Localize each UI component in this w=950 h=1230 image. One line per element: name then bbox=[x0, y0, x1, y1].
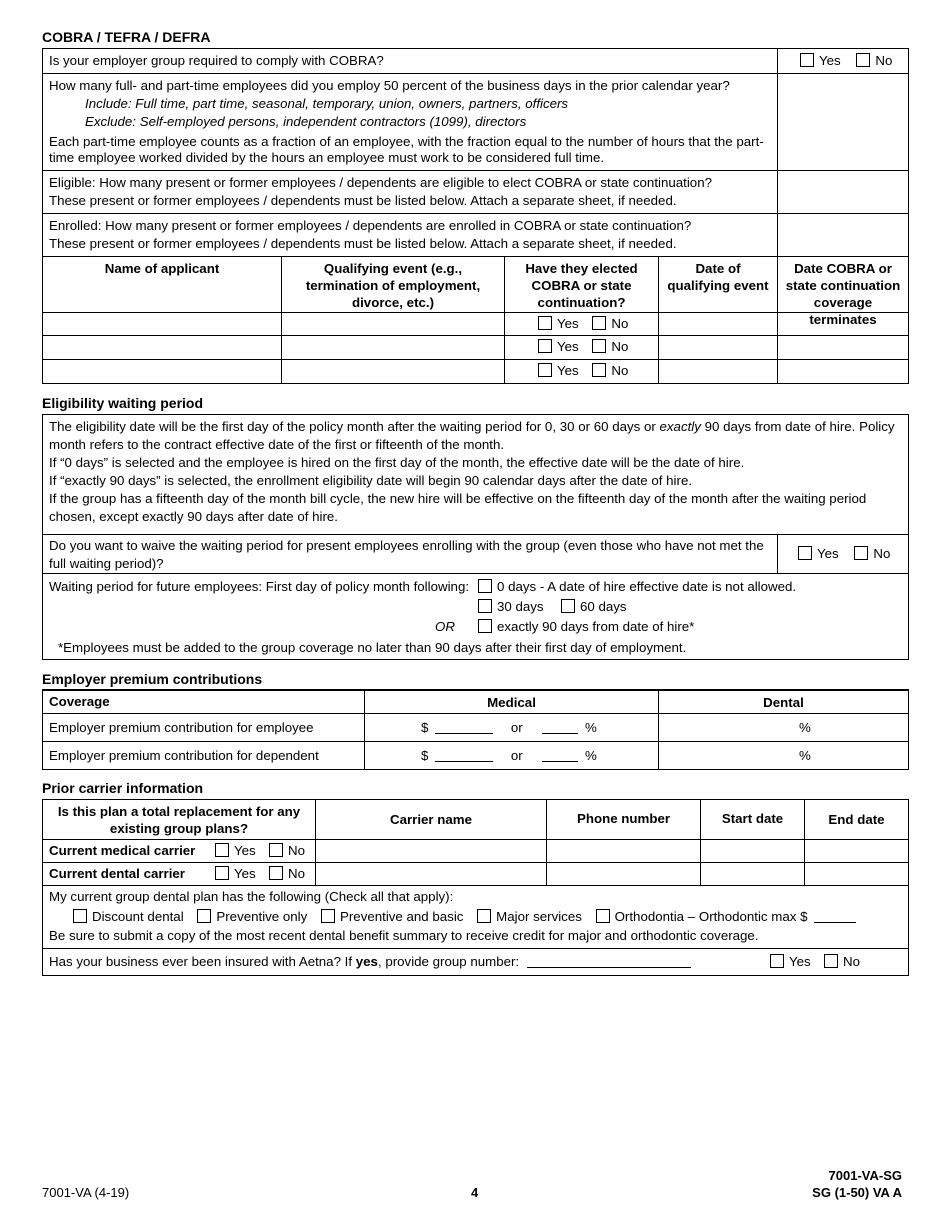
dental-option-basic[interactable]: Preventive and basic bbox=[321, 909, 463, 924]
page-number: 4 bbox=[471, 1185, 479, 1200]
checkbox-icon[interactable] bbox=[856, 53, 870, 67]
checkbox-icon[interactable] bbox=[215, 866, 229, 880]
cobra-exclude-text: Exclude: Self-employed persons, independent contractors (1099), directors bbox=[85, 114, 527, 129]
checkbox-icon[interactable] bbox=[215, 843, 229, 857]
checkbox-icon[interactable] bbox=[798, 546, 812, 560]
medical-carrier-row bbox=[43, 840, 908, 863]
cobra-section-title: COBRA / TEFRA / DEFRA bbox=[42, 29, 211, 45]
premium-employee-label: Employer premium contribution for employee bbox=[49, 720, 314, 735]
applicant-date-term-cell[interactable] bbox=[777, 313, 908, 335]
dental-replace-no[interactable]: No bbox=[269, 866, 305, 881]
medical-start-date-input[interactable] bbox=[700, 840, 804, 862]
cobra-eligible-question: Eligible: How many present or former employees / dependents are eligible to elect COBRA or state continuation? bbox=[49, 175, 712, 190]
checkbox-icon[interactable] bbox=[770, 954, 784, 968]
checkbox-icon[interactable] bbox=[269, 866, 283, 880]
dental-start-date-input[interactable] bbox=[700, 863, 804, 885]
header-coverage: Coverage bbox=[49, 694, 110, 709]
cobra-listed-note: These present or former employees / dependents must be listed below. Attach a separate sheet, if needed. bbox=[49, 236, 677, 251]
header-name-of-applicant: Name of applicant bbox=[104, 261, 220, 276]
checkbox-icon[interactable] bbox=[321, 909, 335, 923]
header-end-date: End date bbox=[804, 800, 908, 839]
cobra-part-time-note: Each part-time employee counts as a fraction of an employee, with the fraction equal to the number of hours that the part-time employee worked divided by the hours an employee must work to be considered full time. bbox=[49, 134, 764, 165]
dental-carrier-row bbox=[43, 863, 908, 886]
medical-dependent-dollar-input[interactable] bbox=[435, 761, 493, 762]
future-label: Waiting period for future employees: First day of policy month following: bbox=[49, 579, 470, 594]
waiting-para-3: If “exactly 90 days” is selected, the enrollment eligibility date will begin 90 calendar days after the date of hire. bbox=[49, 473, 693, 488]
applicant-date-event-cell[interactable] bbox=[658, 336, 777, 359]
applicant-name-cell[interactable] bbox=[43, 336, 281, 359]
dental-replace-yes[interactable]: Yes bbox=[215, 866, 256, 881]
waiting-section-title: Eligibility waiting period bbox=[42, 395, 204, 411]
premium-employee-row: Employer premium contribution for employee $ or % % bbox=[43, 714, 908, 742]
form-code: 7001-VA-SG bbox=[828, 1168, 902, 1183]
checkbox-icon[interactable] bbox=[592, 316, 606, 330]
checkbox-icon[interactable] bbox=[478, 579, 492, 593]
applicant-name-cell[interactable] bbox=[43, 313, 281, 335]
checkbox-icon[interactable] bbox=[824, 954, 838, 968]
dental-end-date-input[interactable] bbox=[804, 863, 908, 885]
premium-section-title: Employer premium contributions bbox=[42, 671, 263, 687]
checkbox-icon[interactable] bbox=[561, 599, 575, 613]
dental-submit-note: Be sure to submit a copy of the most recent dental benefit summary to receive credit for major and orthodontic coverage. bbox=[49, 928, 759, 943]
option-90-days[interactable]: exactly 90 days from date of hire* bbox=[478, 619, 694, 634]
waiting-table bbox=[42, 414, 909, 660]
header-carrier-name: Carrier name bbox=[315, 800, 546, 839]
waive-question: Do you want to waive the waiting period for present employees enrolling with the group (even those who have not met the full waiting period)? bbox=[49, 538, 764, 571]
applicant-date-event-cell[interactable] bbox=[658, 360, 777, 383]
waiting-para-2: If “0 days” is selected and the employee is hired on the first day of the month, the effective date will be the date of hire. bbox=[49, 455, 745, 470]
applicant-row bbox=[43, 360, 908, 383]
waiting-para-4: If the group has a fifteenth day of the month bill cycle, the new hire will be effective on the fifteenth day of the month after the waiting period chosen, except exactly 90 days after date of hire. bbox=[49, 491, 867, 524]
cobra-enrolled-answer[interactable] bbox=[777, 214, 908, 256]
waive-row bbox=[43, 535, 908, 574]
dental-employee-percent[interactable]: % bbox=[658, 714, 908, 741]
medical-carrier-name-input[interactable] bbox=[315, 840, 546, 862]
checkbox-icon[interactable] bbox=[478, 619, 492, 633]
prior-header-row bbox=[43, 800, 908, 840]
or-label: OR bbox=[435, 619, 455, 634]
medical-replace-no[interactable]: No bbox=[269, 843, 305, 858]
waiting-para-1: The eligibility date will be the first day of the policy month after the waiting period for 0, 30 or 60 days or exactly 90 days from date of hire. Policy month refers to the contract effective date of the first or fifteenth of the month. bbox=[49, 419, 895, 452]
header-total-replacement: Is this plan a total replacement for any existing group plans? bbox=[57, 804, 301, 836]
cobra-comply-no[interactable]: No bbox=[856, 53, 892, 68]
aetna-question: Has your business ever been insured with Aetna? If bbox=[49, 954, 356, 969]
cobra-listed-note: These present or former employees / dependents must be listed below. Attach a separate sheet, if needed. bbox=[49, 193, 677, 208]
applicant-name-cell[interactable] bbox=[43, 360, 281, 383]
elected-yes[interactable]: Yes bbox=[538, 363, 579, 378]
checkbox-icon[interactable] bbox=[800, 53, 814, 67]
checkbox-icon[interactable] bbox=[854, 546, 868, 560]
checkbox-icon[interactable] bbox=[538, 316, 552, 330]
applicant-date-term-cell[interactable] bbox=[777, 336, 908, 359]
elected-no[interactable]: No bbox=[592, 363, 628, 378]
form-version: SG (1-50) VA A bbox=[812, 1185, 902, 1200]
group-number-input[interactable] bbox=[527, 967, 691, 968]
checkbox-icon[interactable] bbox=[73, 909, 87, 923]
cobra-comply-row bbox=[43, 49, 908, 74]
medical-end-date-input[interactable] bbox=[804, 840, 908, 862]
waive-yes[interactable]: Yes bbox=[798, 546, 839, 561]
dental-plan-row bbox=[43, 886, 908, 949]
checkbox-icon[interactable] bbox=[477, 909, 491, 923]
ortho-max-input[interactable] bbox=[814, 922, 856, 923]
cobra-eligible-answer[interactable] bbox=[777, 171, 908, 213]
header-date-of-event: Date of qualifying event bbox=[658, 257, 777, 312]
waiting-rules-row bbox=[43, 415, 908, 535]
header-date-terminates: Date COBRA or state continuation coverage terminates bbox=[777, 257, 908, 312]
cobra-include-text: Include: Full time, part time, seasonal, temporary, union, owners, partners, officers bbox=[85, 96, 569, 111]
applicant-event-cell[interactable] bbox=[281, 360, 504, 383]
cobra-count-question: How many full- and part-time employees did you employ 50 percent of the business days in the prior calendar year? bbox=[49, 78, 730, 93]
checkbox-icon[interactable] bbox=[592, 339, 606, 353]
aetna-no[interactable]: No bbox=[824, 954, 860, 969]
cobra-table bbox=[42, 48, 909, 384]
checkbox-icon[interactable] bbox=[197, 909, 211, 923]
checkbox-icon[interactable] bbox=[538, 339, 552, 353]
aetna-yes[interactable]: Yes bbox=[770, 954, 811, 969]
premium-table bbox=[42, 689, 909, 770]
dental-plan-question: My current group dental plan has the following (Check all that apply): bbox=[49, 889, 454, 904]
checkbox-icon[interactable] bbox=[478, 599, 492, 613]
medical-dependent-percent-input[interactable] bbox=[542, 761, 578, 762]
option-60-days[interactable]: 60 days bbox=[561, 599, 627, 614]
medical-phone-input[interactable] bbox=[546, 840, 700, 862]
header-medical: Medical bbox=[364, 691, 658, 713]
premium-dependent-label: Employer premium contribution for dependent bbox=[49, 748, 319, 763]
premium-dependent-row: Employer premium contribution for dependent $ or % % bbox=[43, 742, 908, 770]
elected-no[interactable]: No bbox=[592, 339, 628, 354]
waiting-note: *Employees must be added to the group coverage no later than 90 days after their first day of employment. bbox=[58, 640, 687, 655]
dental-carrier-name-input[interactable] bbox=[315, 863, 546, 885]
applicant-date-term-cell[interactable] bbox=[777, 360, 908, 383]
form-number: 7001-VA (4-19) bbox=[42, 1185, 130, 1200]
dental-phone-input[interactable] bbox=[546, 863, 700, 885]
applicant-row bbox=[43, 336, 908, 360]
cobra-count-answer[interactable] bbox=[777, 74, 908, 170]
medical-employee-percent-input[interactable] bbox=[542, 733, 578, 734]
medical-employee-dollar-input[interactable] bbox=[435, 733, 493, 734]
option-0-days[interactable]: 0 days - A date of hire effective date is not allowed. bbox=[478, 579, 796, 594]
applicant-row bbox=[43, 313, 908, 336]
premium-header-row bbox=[43, 691, 908, 714]
elected-yes[interactable]: Yes bbox=[538, 316, 579, 331]
header-dental: Dental bbox=[658, 691, 908, 713]
checkbox-icon[interactable] bbox=[596, 909, 610, 923]
checkbox-icon[interactable] bbox=[269, 843, 283, 857]
cobra-enrolled-row bbox=[43, 214, 908, 257]
medical-replace-yes[interactable]: Yes bbox=[215, 843, 256, 858]
header-start-date: Start date bbox=[700, 800, 804, 839]
checkbox-icon[interactable] bbox=[538, 363, 552, 377]
waive-no[interactable]: No bbox=[854, 546, 890, 561]
applicant-date-event-cell[interactable] bbox=[658, 313, 777, 335]
header-qualifying-event: Qualifying event (e.g., termination of employment, divorce, etc.) bbox=[281, 257, 504, 312]
cobra-eligible-row bbox=[43, 171, 908, 214]
dental-option-preventive[interactable]: Preventive only bbox=[197, 909, 307, 924]
cobra-comply-yes[interactable]: Yes bbox=[800, 53, 841, 68]
cobra-count-row bbox=[43, 74, 908, 171]
medical-carrier-label: Current medical carrier bbox=[49, 843, 196, 858]
applicant-event-cell[interactable] bbox=[281, 313, 504, 335]
cobra-comply-question: Is your employer group required to comply with COBRA? bbox=[49, 53, 384, 68]
dental-option-discount[interactable]: Discount dental bbox=[73, 909, 184, 924]
dental-option-ortho[interactable]: Orthodontia – Orthodontic max $ bbox=[596, 909, 808, 924]
elected-yes[interactable]: Yes bbox=[538, 339, 579, 354]
elected-no[interactable]: No bbox=[592, 316, 628, 331]
aetna-row: Has your business ever been insured with Aetna? If yes, provide group number: Yes No bbox=[49, 954, 860, 969]
header-elected: Have they elected COBRA or state continuation? bbox=[504, 257, 658, 312]
dental-carrier-label: Current dental carrier bbox=[49, 866, 185, 881]
dental-option-major[interactable]: Major services bbox=[477, 909, 582, 924]
future-employees-row bbox=[43, 574, 908, 659]
applicant-event-cell[interactable] bbox=[281, 336, 504, 359]
dental-dependent-percent[interactable]: % bbox=[658, 742, 908, 770]
option-30-days[interactable]: 30 days bbox=[478, 599, 544, 614]
cobra-enrolled-question: Enrolled: How many present or former employees / dependents are enrolled in COBRA or state continuation? bbox=[49, 218, 692, 233]
checkbox-icon[interactable] bbox=[592, 363, 606, 377]
prior-table bbox=[42, 799, 909, 976]
header-phone-number: Phone number bbox=[546, 800, 700, 839]
prior-section-title: Prior carrier information bbox=[42, 780, 204, 796]
